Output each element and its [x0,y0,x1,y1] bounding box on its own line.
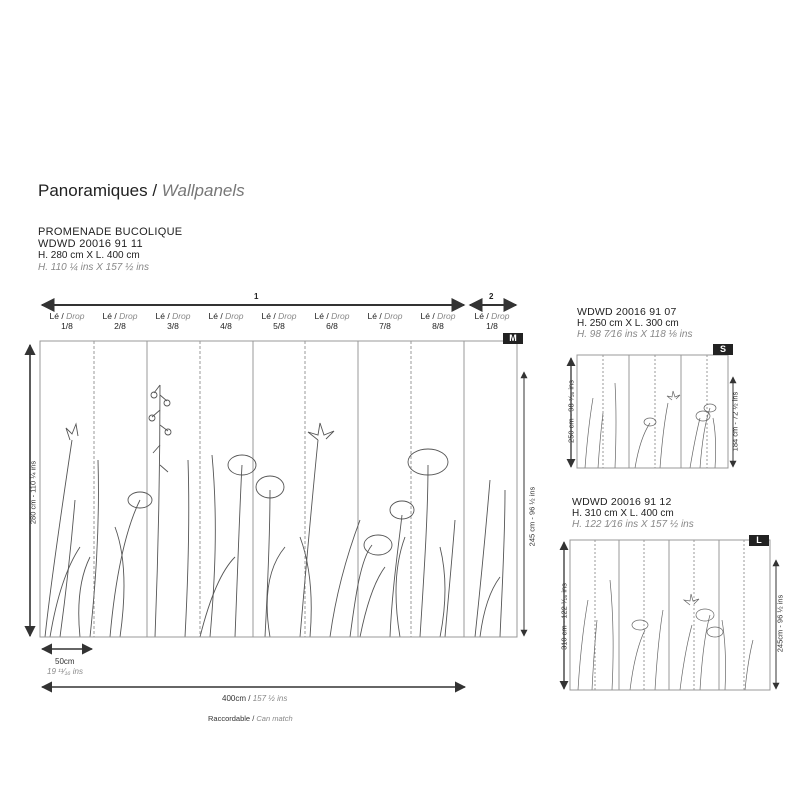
main-product-ref: WDWD 20016 91 11 [38,238,143,250]
page-title: Panoramiques / Wallpanels [38,181,245,200]
main-product-info [38,226,182,274]
total-width-label: 400cm / 157 ½ ins [222,694,288,703]
flower-illustration-l [570,580,770,690]
drop-label: Lé / Drop 3/8 [155,311,191,331]
flower-illustration-s [577,383,728,468]
size-badge-m: M [503,333,523,344]
variant-l-info [572,497,694,530]
drop-label: Lé / Drop 4/8 [208,311,244,331]
drop-label: Lé / Drop 2/8 [102,311,138,331]
variant-l-frame [570,540,770,690]
main-height-left-label: 280 cm - 110 ¼ ins [28,460,38,525]
variant-s-height-left-label: 250 cm - 98 ⁷⁄₁₆ ins [566,380,576,443]
main-product-size-in: H. 110 ¼ ins X 157 ½ ins [38,262,149,273]
main-height-right-label: 245 cm - 96 ½ ins [527,486,537,547]
main-product-name: PROMENADE BUCOLIQUE [38,226,183,238]
section-1-label: 1 [254,292,259,301]
variant-l-height-left-label: 310 cm - 122 ¹⁄₁₆ ins [559,583,569,650]
main-panel-frame [40,341,517,637]
variant-s-info [577,307,692,340]
main-product-size-cm: H. 280 cm X L. 400 cm [38,250,140,261]
variant-s-size-in: H. 98 7⁄16 ins X 118 ⅛ ins [577,329,693,340]
match-label: Raccordable / Can match [208,714,293,723]
size-badge-s: S [713,344,733,355]
size-badge-l: L [749,535,769,546]
drop-label: Lé / Drop 7/8 [367,311,403,331]
variant-s-height-right-label: 184 cm - 72 ½ ins [730,391,740,452]
drop-label: Lé / Drop 1/8 [474,311,510,331]
drop-label: Lé / Drop 5/8 [261,311,297,331]
drop-label: Lé / Drop 1/8 [49,311,85,331]
flower-illustration-main [40,385,517,637]
section-2-label: 2 [489,292,494,301]
strip-width-in: 19 ¹¹⁄₁₆ ins [47,667,83,676]
strip-width-cm: 50cm [55,657,75,666]
variant-l-ref: WDWD 20016 91 12 [572,496,672,508]
variant-l-size-in: H. 122 1⁄16 ins X 157 ½ ins [572,519,694,530]
variant-l-height-right-label: 245cm - 96 ½ ins [775,594,785,653]
drop-label: Lé / Drop 8/8 [420,311,456,331]
variant-s-ref: WDWD 20016 91 07 [577,306,677,318]
variant-l-size-cm: H. 310 cm X L. 400 cm [572,508,674,519]
variant-s-size-cm: H. 250 cm X L. 300 cm [577,318,679,329]
drop-label: Lé / Drop 6/8 [314,311,350,331]
